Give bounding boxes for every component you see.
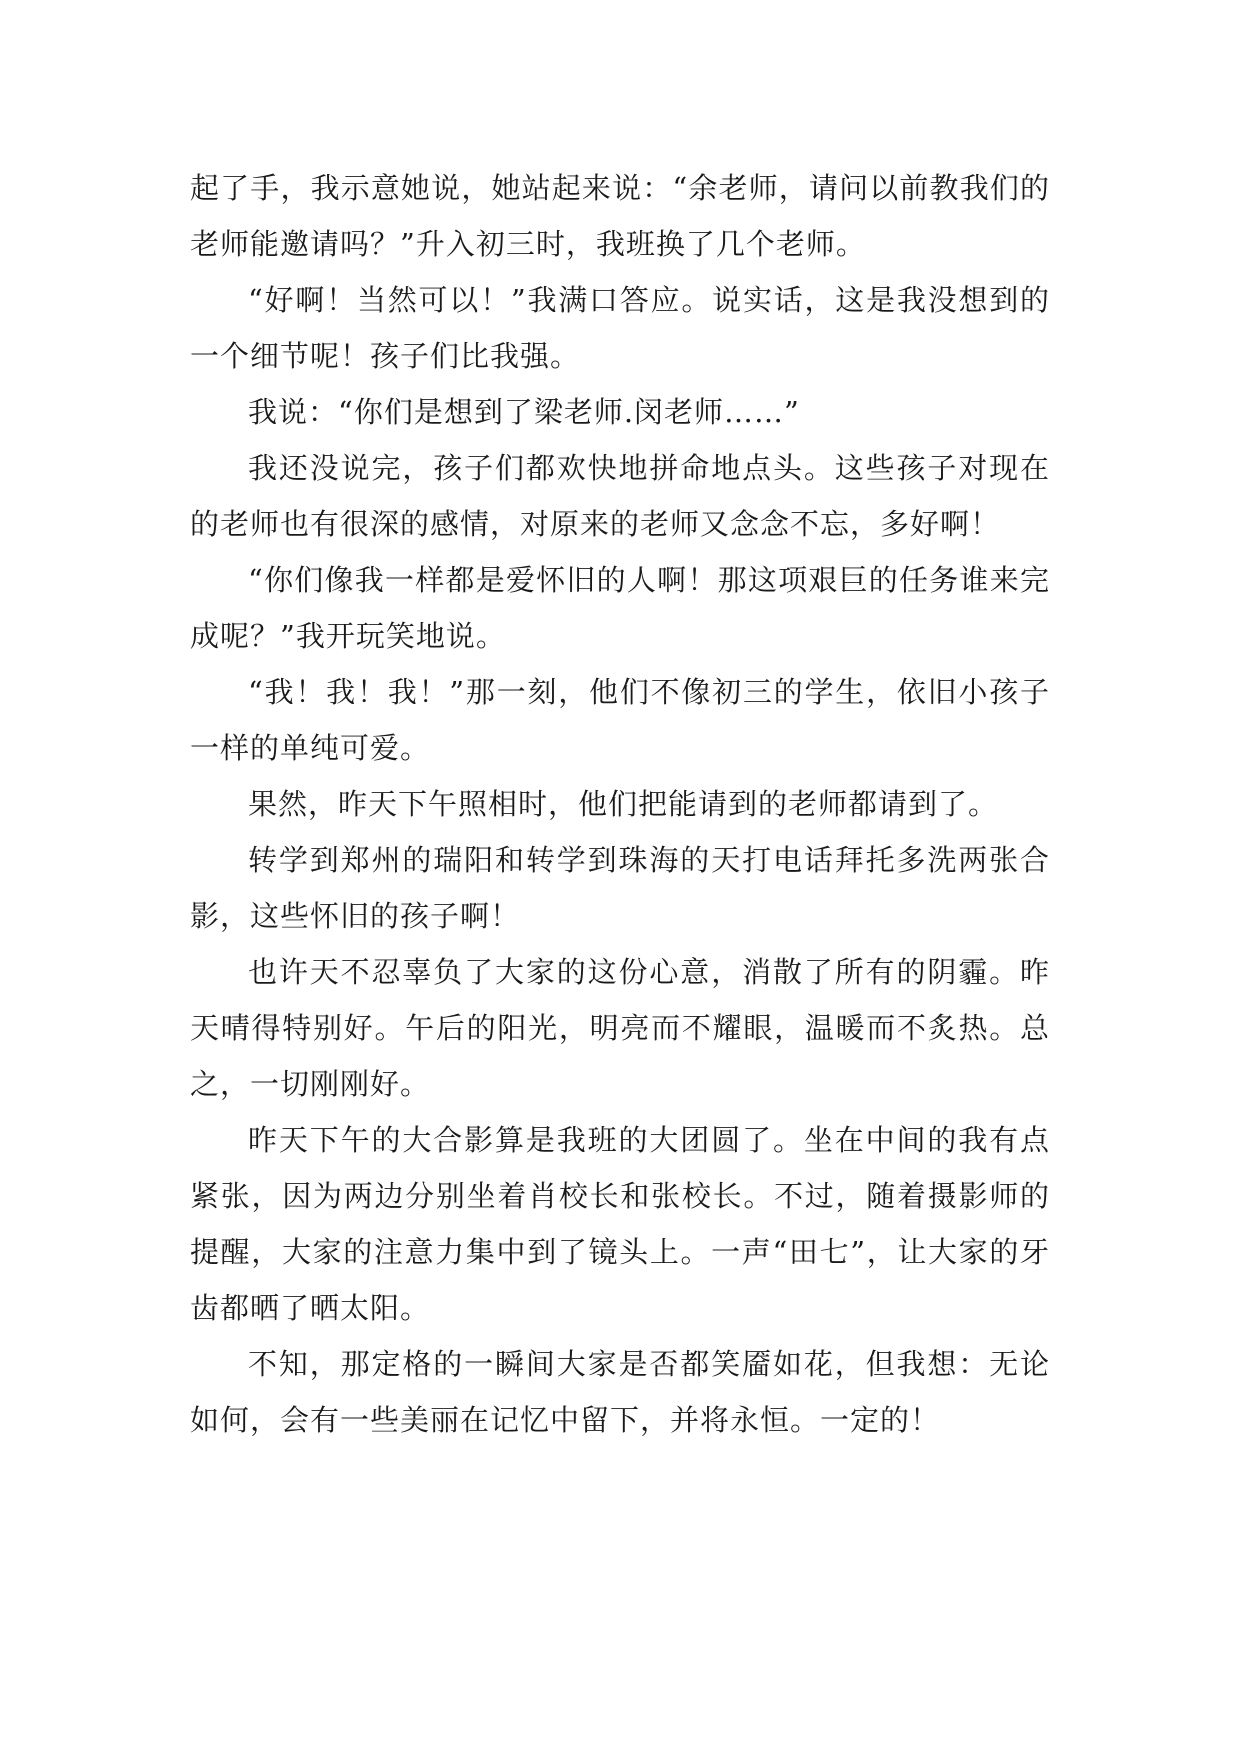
paragraph-4: 我还没说完，孩子们都欢快地拼命地点头。这些孩子对现在的老师也有很深的感情，对原来的老师又念念不忘，多好啊！: [190, 451, 1050, 541]
paragraph-6: “我！我！我！”那一刻，他们不像初三的学生，依旧小孩子一样的单纯可爱。: [190, 675, 1050, 765]
paragraph-11: 不知，那定格的一瞬间大家是否都笑靥如花，但我想：无论如何，会有一些美丽在记忆中留下，并将永恒。一定的！: [190, 1347, 1050, 1437]
paragraph-8: 转学到郑州的瑞阳和转学到珠海的天打电话拜托多洗两张合影，这些怀旧的孩子啊！: [190, 843, 1050, 933]
paragraph-5: “你们像我一样都是爱怀旧的人啊！那这项艰巨的任务谁来完成呢？”我开玩笑地说。: [190, 563, 1050, 653]
paragraph-10: 昨天下午的大合影算是我班的大团圆了。坐在中间的我有点紧张，因为两边分别坐着肖校长和张校长。不过，随着摄影师的提醒，大家的注意力集中到了镜头上。一声“田七”，让大家的牙齿都晒了晒太阳。: [190, 1123, 1050, 1325]
paragraph-7: 果然，昨天下午照相时，他们把能请到的老师都请到了。: [248, 787, 999, 821]
paragraph-9: 也许天不忍辜负了大家的这份心意，消散了所有的阴霾。昨天晴得特别好。午后的阳光，明亮而不耀眼，温暖而不炙热。总之，一切刚刚好。: [190, 955, 1050, 1101]
paragraph-2: “好啊！当然可以！”我满口答应。说实话，这是我没想到的一个细节呢！孩子们比我强。: [190, 283, 1050, 373]
paragraph-3: 我说：“你们是想到了梁老师.闵老师……”: [248, 395, 800, 429]
article-body: [190, 160, 1050, 1448]
paragraph-1: 起了手，我示意她说，她站起来说：“余老师，请问以前教我们的老师能邀请吗？”升入初三时，我班换了几个老师。: [190, 171, 1050, 261]
